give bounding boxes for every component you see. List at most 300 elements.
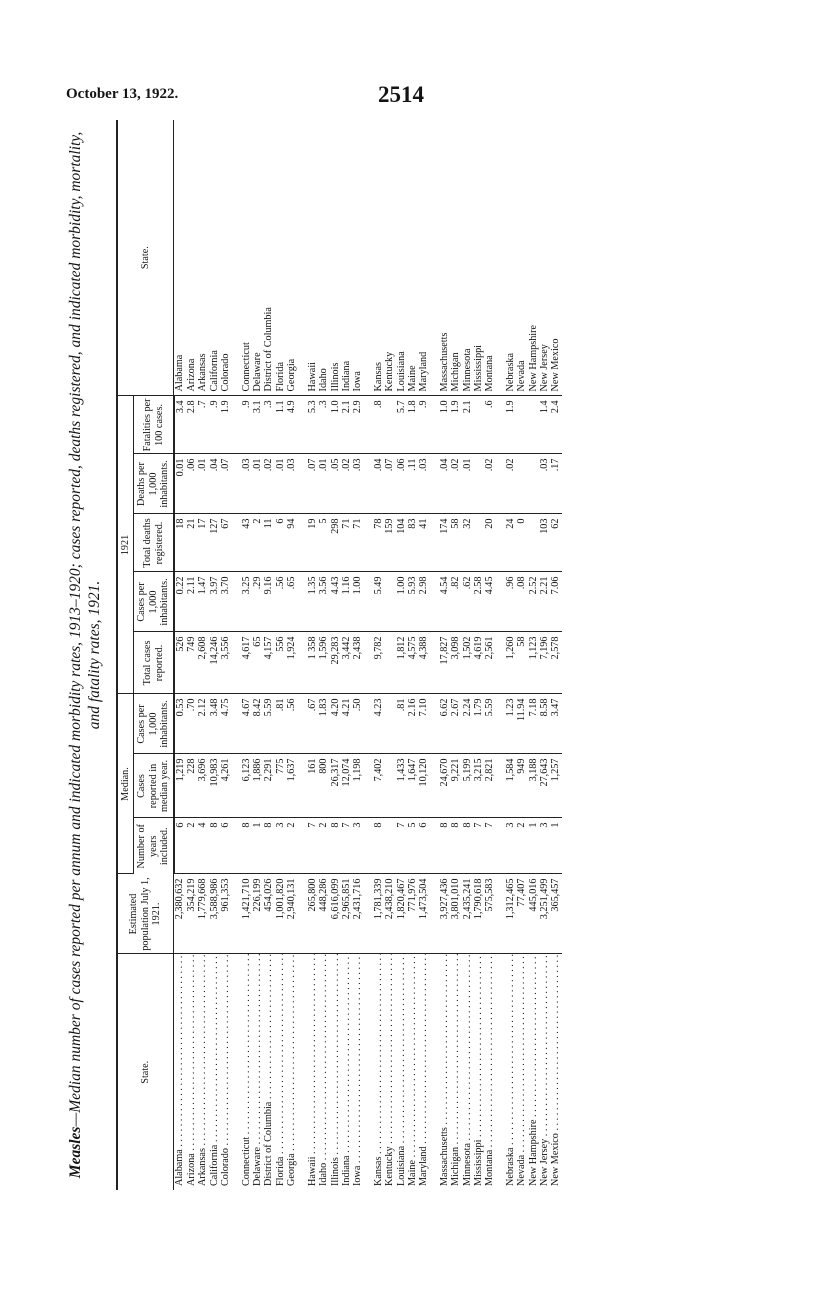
cell-state-right: Montana — [484, 120, 495, 396]
state-name-leader: Massachusetts . . . — [439, 959, 450, 1187]
group-spacer — [496, 120, 505, 1190]
spacer-cell — [232, 572, 241, 632]
cell-median-rate: 0.53 — [174, 694, 186, 754]
cell-fatality: 2.9 — [352, 396, 363, 454]
spacer-cell — [364, 818, 373, 874]
cell-total-cases — [384, 632, 395, 694]
cell-cases-rate: 3.25 — [241, 572, 252, 632]
state-name-leader: Nebraska . . . — [505, 959, 516, 1187]
cell-total-cases: 3,098 — [450, 632, 461, 694]
cell-total-deaths — [528, 514, 539, 572]
cell-total-cases: 14,246 — [209, 632, 220, 694]
table-row — [462, 120, 473, 1190]
cell-population: 3,801,010 — [450, 874, 461, 954]
spacer-cell — [364, 454, 373, 514]
cell-cases-rate: 1.47 — [197, 572, 208, 632]
cell-years: 7 — [473, 818, 484, 874]
cell-years: 8 — [241, 818, 252, 874]
cell-total-cases: 4,619 — [473, 632, 484, 694]
cell-state — [197, 954, 208, 1190]
col-header-years: Number of years included. — [134, 818, 174, 874]
cell-years: 1 — [550, 818, 561, 874]
cell-state — [186, 954, 197, 1190]
cell-state-right: California — [209, 120, 220, 396]
cell-state — [330, 954, 341, 1190]
group-spacer — [364, 120, 373, 1190]
spacer-cell — [430, 818, 439, 874]
cell-state-right: Massachusetts — [439, 120, 450, 396]
cell-deaths-rate — [516, 454, 527, 514]
cell-state-right: Alabama — [174, 120, 186, 396]
cell-total-cases: 1,812 — [396, 632, 407, 694]
cell-state — [396, 954, 407, 1190]
cell-total-cases: 29,283 — [330, 632, 341, 694]
cell-state — [373, 954, 384, 1190]
col-header-median-rate: Cases per 1,000 inhabitants. — [134, 694, 174, 754]
cell-state-right: New Mexico — [550, 120, 561, 396]
table-row — [505, 120, 516, 1190]
cell-years: 7 — [307, 818, 318, 874]
cell-median-cases: 4,261 — [220, 754, 231, 818]
cell-median-cases: 7,402 — [373, 754, 384, 818]
cell-total-deaths: 41 — [418, 514, 429, 572]
spacer-cell — [496, 514, 505, 572]
table-row — [550, 120, 561, 1190]
cell-total-cases: 58 — [516, 632, 527, 694]
spacer-cell — [496, 632, 505, 694]
cell-total-deaths: 2 — [252, 514, 263, 572]
col-header-population: Estimated population July 1, 1921. — [118, 874, 174, 954]
cell-state-right: Kansas — [373, 120, 384, 396]
cell-cases-rate: 2.11 — [186, 572, 197, 632]
spacer-cell — [430, 572, 439, 632]
cell-cases-rate: 1.00 — [352, 572, 363, 632]
table-row — [384, 120, 395, 1190]
cell-cases-rate: 1.35 — [307, 572, 318, 632]
cell-total-deaths: 58 — [450, 514, 461, 572]
cell-years: 3 — [539, 818, 550, 874]
cell-total-deaths: 32 — [462, 514, 473, 572]
state-name-leader: Delaware . . . — [252, 959, 263, 1187]
cell-state — [352, 954, 363, 1190]
cell-deaths-rate: .04 — [209, 454, 220, 514]
cell-years: 8 — [263, 818, 274, 874]
col-header-total-deaths: Total deaths registered. — [134, 514, 174, 572]
cell-state-right: Georgia — [286, 120, 297, 396]
cell-median-cases: 800 — [318, 754, 329, 818]
cell-cases-rate: .56 — [275, 572, 286, 632]
cell-state — [174, 954, 186, 1190]
spacer-cell — [430, 514, 439, 572]
cell-state-right: Nevada — [516, 120, 527, 396]
cell-total-cases: 9,782 — [373, 632, 384, 694]
cell-median-rate: 4.23 — [373, 694, 384, 754]
cell-median-cases: 1,257 — [550, 754, 561, 818]
cell-median-cases: 5,199 — [462, 754, 473, 818]
cell-median-rate: 1.23 — [505, 694, 516, 754]
cell-population: 1,312,465 — [505, 874, 516, 954]
cell-total-deaths: 0 — [516, 514, 527, 572]
cell-population: 1,779,668 — [197, 874, 208, 954]
spacer-cell — [364, 120, 373, 396]
cell-state-right: Illinois — [330, 120, 341, 396]
cell-median-cases: 10,120 — [418, 754, 429, 818]
cell-cases-rate: 1.00 — [396, 572, 407, 632]
cell-state — [550, 954, 561, 1190]
table-row — [373, 120, 384, 1190]
cell-state — [275, 954, 286, 1190]
cell-state — [384, 954, 395, 1190]
cell-cases-rate: 3.97 — [209, 572, 220, 632]
spacer-cell — [496, 954, 505, 1190]
cell-population: 771,976 — [407, 874, 418, 954]
cell-median-rate: 5.59 — [263, 694, 274, 754]
cell-fatality — [516, 396, 527, 454]
cell-fatality: 1.0 — [330, 396, 341, 454]
cell-deaths-rate: .04 — [439, 454, 450, 514]
spacer-cell — [232, 632, 241, 694]
cell-state-right: Delaware — [252, 120, 263, 396]
cell-deaths-rate: .01 — [197, 454, 208, 514]
cell-median-rate: 5.59 — [484, 694, 495, 754]
cell-median-cases: 1,584 — [505, 754, 516, 818]
state-name-leader: Minnesota . . . — [462, 959, 473, 1187]
cell-years: 6 — [220, 818, 231, 874]
spacer-cell — [298, 874, 307, 954]
cell-years: 2 — [516, 818, 527, 874]
cell-deaths-rate: .03 — [539, 454, 550, 514]
cell-fatality: .9 — [418, 396, 429, 454]
measles-table — [118, 120, 562, 1190]
cell-total-cases: 2,578 — [550, 632, 561, 694]
cell-median-rate: 2.16 — [407, 694, 418, 754]
cell-median-cases: 1,198 — [352, 754, 363, 818]
spacer-cell — [298, 396, 307, 454]
cell-total-deaths: 174 — [439, 514, 450, 572]
cell-median-cases: 12,074 — [341, 754, 352, 818]
cell-fatality: 2.4 — [550, 396, 561, 454]
spacer-cell — [298, 754, 307, 818]
cell-population: 1,001,820 — [275, 874, 286, 954]
header-date: October 13, 1922. — [66, 86, 179, 102]
state-name-leader: Florida . . . — [275, 959, 286, 1187]
col-header-state-right: State. — [118, 120, 174, 396]
table-row — [484, 120, 495, 1190]
spacer-cell — [232, 454, 241, 514]
state-name-leader: Connecticut . . . — [241, 959, 252, 1187]
cell-cases-rate: 3.56 — [318, 572, 329, 632]
cell-total-deaths: 21 — [186, 514, 197, 572]
state-name-leader: Kansas . . . — [373, 959, 384, 1187]
cell-deaths-rate: .03 — [286, 454, 297, 514]
state-name-leader: Nevada . . . — [516, 959, 527, 1187]
cell-median-rate: 8.42 — [252, 694, 263, 754]
cell-state — [341, 954, 352, 1190]
cell-cases-rate: 4.43 — [330, 572, 341, 632]
cell-population: 575,583 — [484, 874, 495, 954]
cell-population: 77,407 — [516, 874, 527, 954]
cell-years: 8 — [462, 818, 473, 874]
cell-cases-rate: 2.98 — [418, 572, 429, 632]
table-row — [186, 120, 197, 1190]
cell-years: 3 — [352, 818, 363, 874]
table-row — [330, 120, 341, 1190]
cell-median-rate: .56 — [286, 694, 297, 754]
cell-median-rate: 1.79 — [473, 694, 484, 754]
cell-state — [418, 954, 429, 1190]
cell-population: 448,286 — [318, 874, 329, 954]
cell-state-right: Nebraska — [505, 120, 516, 396]
cell-median-rate: 11.94 — [516, 694, 527, 754]
state-name-leader: Arkansas . . . — [197, 959, 208, 1187]
spacer-cell — [430, 754, 439, 818]
table-row — [263, 120, 274, 1190]
cell-state — [318, 954, 329, 1190]
cell-total-deaths: 78 — [373, 514, 384, 572]
cell-cases-rate: 3.70 — [220, 572, 231, 632]
cell-population: 354,219 — [186, 874, 197, 954]
cell-total-deaths: 19 — [307, 514, 318, 572]
cell-deaths-rate: .01 — [318, 454, 329, 514]
cell-median-rate: 4.75 — [220, 694, 231, 754]
cell-total-deaths: 298 — [330, 514, 341, 572]
cell-population: 3,927,436 — [439, 874, 450, 954]
table-row — [174, 120, 186, 1190]
cell-cases-rate: 2.21 — [539, 572, 550, 632]
cell-population: 226,199 — [252, 874, 263, 954]
cell-years: 8 — [209, 818, 220, 874]
cell-fatality: 2.8 — [186, 396, 197, 454]
cell-population: 2,431,716 — [352, 874, 363, 954]
caption-text: —Median number of cases reported per annum and indicated morbidity rates, 1913–1920; cases reported, deaths registered, and indicated morbidity, mortality, and fatality rates, 1921. — [67, 131, 103, 1127]
cell-cases-rate: 1.16 — [341, 572, 352, 632]
cell-state — [528, 954, 539, 1190]
cell-population: 2,435,241 — [462, 874, 473, 954]
cell-total-cases: 2,608 — [197, 632, 208, 694]
cell-total-cases: 1,924 — [286, 632, 297, 694]
cell-total-cases: 4,617 — [241, 632, 252, 694]
cell-cases-rate: .62 — [462, 572, 473, 632]
col-header-deaths-rate: Deaths per 1,000 inhabitants. — [134, 454, 174, 514]
cell-state-right: Maine — [407, 120, 418, 396]
cell-deaths-rate: .02 — [341, 454, 352, 514]
rotated-table-area — [66, 120, 716, 1190]
cell-total-deaths: 94 — [286, 514, 297, 572]
cell-median-rate: 3.48 — [209, 694, 220, 754]
state-name-leader: Louisiana . . . — [396, 959, 407, 1187]
cell-years: 7 — [341, 818, 352, 874]
cell-fatality — [528, 396, 539, 454]
spacer-cell — [364, 632, 373, 694]
cell-fatality: 3.4 — [174, 396, 186, 454]
group-spacer — [298, 120, 307, 1190]
cell-median-cases: 161 — [307, 754, 318, 818]
spacer-cell — [232, 694, 241, 754]
col-group-1921: 1921 — [118, 396, 134, 694]
cell-population: 1,781,339 — [373, 874, 384, 954]
state-name-leader: Iowa . . . — [352, 959, 363, 1187]
cell-median-cases: 3,215 — [473, 754, 484, 818]
cell-state-right: Maryland — [418, 120, 429, 396]
cell-fatality: 2.1 — [462, 396, 473, 454]
state-name-leader: Michigan . . . — [450, 959, 461, 1187]
cell-population: 1,421,710 — [241, 874, 252, 954]
cell-deaths-rate: .02 — [484, 454, 495, 514]
cell-state — [439, 954, 450, 1190]
cell-total-cases: 1 358 — [307, 632, 318, 694]
spacer-cell — [496, 572, 505, 632]
cell-state — [252, 954, 263, 1190]
cell-median-rate: 2.24 — [462, 694, 473, 754]
cell-state-right: Idaho — [318, 120, 329, 396]
cell-fatality: 1.9 — [450, 396, 461, 454]
cell-total-cases: 526 — [174, 632, 186, 694]
spacer-cell — [496, 454, 505, 514]
cell-state-right: Arkansas — [197, 120, 208, 396]
cell-population: 6,616,099 — [330, 874, 341, 954]
state-name-leader: Kentucky . . . — [384, 959, 395, 1187]
cell-median-cases: 24,670 — [439, 754, 450, 818]
state-name-leader: Alabama . . . — [174, 959, 185, 1187]
cell-state — [462, 954, 473, 1190]
table-row — [318, 120, 329, 1190]
cell-population: 365,457 — [550, 874, 561, 954]
cell-median-rate: .70 — [186, 694, 197, 754]
cell-deaths-rate: .01 — [462, 454, 473, 514]
spacer-cell — [430, 396, 439, 454]
cell-total-deaths: 20 — [484, 514, 495, 572]
spacer-cell — [430, 954, 439, 1190]
state-name-leader: Mississippi . . . — [473, 959, 484, 1187]
cell-deaths-rate: .04 — [373, 454, 384, 514]
cell-years: 5 — [407, 818, 418, 874]
cell-median-rate: 2.67 — [450, 694, 461, 754]
spacer-cell — [430, 454, 439, 514]
cell-deaths-rate: .07 — [384, 454, 395, 514]
spacer-cell — [496, 396, 505, 454]
cell-median-rate: 4.21 — [341, 694, 352, 754]
cell-fatality: 3.1 — [252, 396, 263, 454]
cell-cases-rate: 9.16 — [263, 572, 274, 632]
cell-state — [539, 954, 550, 1190]
state-name-leader: Idaho . . . — [318, 959, 329, 1187]
cell-fatality: .3 — [263, 396, 274, 454]
spacer-cell — [232, 754, 241, 818]
cell-population: 1,473,504 — [418, 874, 429, 954]
cell-years: 2 — [186, 818, 197, 874]
cell-cases-rate: 0.22 — [174, 572, 186, 632]
cell-deaths-rate: .17 — [550, 454, 561, 514]
cell-median-cases: 2,821 — [484, 754, 495, 818]
cell-deaths-rate: .02 — [450, 454, 461, 514]
cell-years: 4 — [197, 818, 208, 874]
cell-total-deaths — [473, 514, 484, 572]
spacer-cell — [364, 396, 373, 454]
spacer-cell — [364, 694, 373, 754]
cell-total-cases: 556 — [275, 632, 286, 694]
cell-fatality: 1.9 — [505, 396, 516, 454]
cell-deaths-rate — [473, 454, 484, 514]
cell-state — [263, 954, 274, 1190]
cell-deaths-rate: .05 — [330, 454, 341, 514]
cell-state-right: Connecticut — [241, 120, 252, 396]
table-row — [516, 120, 527, 1190]
cell-total-deaths: 71 — [352, 514, 363, 572]
spacer-cell — [232, 874, 241, 954]
spacer-cell — [496, 120, 505, 396]
caption-lead: Measles — [67, 1126, 84, 1179]
cell-total-cases: 4,575 — [407, 632, 418, 694]
state-name-leader: Maine . . . — [407, 959, 418, 1187]
cell-years: 3 — [505, 818, 516, 874]
cell-total-deaths: 67 — [220, 514, 231, 572]
spacer-cell — [298, 694, 307, 754]
cell-median-cases: 1,433 — [396, 754, 407, 818]
cell-deaths-rate: .07 — [220, 454, 231, 514]
group-spacer — [430, 120, 439, 1190]
spacer-cell — [496, 818, 505, 874]
state-name-leader: Montana . . . — [484, 959, 495, 1187]
cell-state — [484, 954, 495, 1190]
cell-state-right: Colorado — [220, 120, 231, 396]
cell-state — [286, 954, 297, 1190]
cell-total-cases: 1,596 — [318, 632, 329, 694]
spacer-cell — [298, 632, 307, 694]
spacer-cell — [364, 572, 373, 632]
spacer-cell — [298, 454, 307, 514]
cell-total-deaths: 11 — [263, 514, 274, 572]
cell-total-deaths: 159 — [384, 514, 395, 572]
cell-fatality — [384, 396, 395, 454]
cell-median-rate: 7.18 — [528, 694, 539, 754]
cell-median-cases: 27,643 — [539, 754, 550, 818]
state-name-leader: Georgia . . . — [286, 959, 297, 1187]
table-row — [307, 120, 318, 1190]
table-row — [396, 120, 407, 1190]
spacer-cell — [496, 754, 505, 818]
cell-median-cases: 3,696 — [197, 754, 208, 818]
cell-years: 3 — [275, 818, 286, 874]
cell-years — [384, 818, 395, 874]
spacer-cell — [364, 874, 373, 954]
cell-deaths-rate: .07 — [307, 454, 318, 514]
cell-state-right: New Jersey — [539, 120, 550, 396]
cell-total-cases: 4,388 — [418, 632, 429, 694]
cell-median-rate: .67 — [307, 694, 318, 754]
cell-median-cases: 6,123 — [241, 754, 252, 818]
cell-cases-rate: 2.52 — [528, 572, 539, 632]
state-name-leader: Maryland . . . — [418, 959, 429, 1187]
cell-fatality: 5.3 — [307, 396, 318, 454]
state-name-leader: New Hampshire . . . — [528, 959, 539, 1187]
cell-median-cases: 949 — [516, 754, 527, 818]
table-row — [252, 120, 263, 1190]
cell-state-right: Iowa — [352, 120, 363, 396]
cell-median-rate: 3.47 — [550, 694, 561, 754]
cell-years: 1 — [528, 818, 539, 874]
cell-fatality: 4.9 — [286, 396, 297, 454]
cell-median-rate: 7.10 — [418, 694, 429, 754]
cell-state — [516, 954, 527, 1190]
cell-deaths-rate: .11 — [407, 454, 418, 514]
cell-population: 3,588,986 — [209, 874, 220, 954]
cell-deaths-rate: .03 — [241, 454, 252, 514]
spacer-cell — [232, 514, 241, 572]
cell-deaths-rate: .06 — [396, 454, 407, 514]
cell-deaths-rate: .01 — [275, 454, 286, 514]
cell-fatality: 1.9 — [220, 396, 231, 454]
cell-median-rate: 1.83 — [318, 694, 329, 754]
